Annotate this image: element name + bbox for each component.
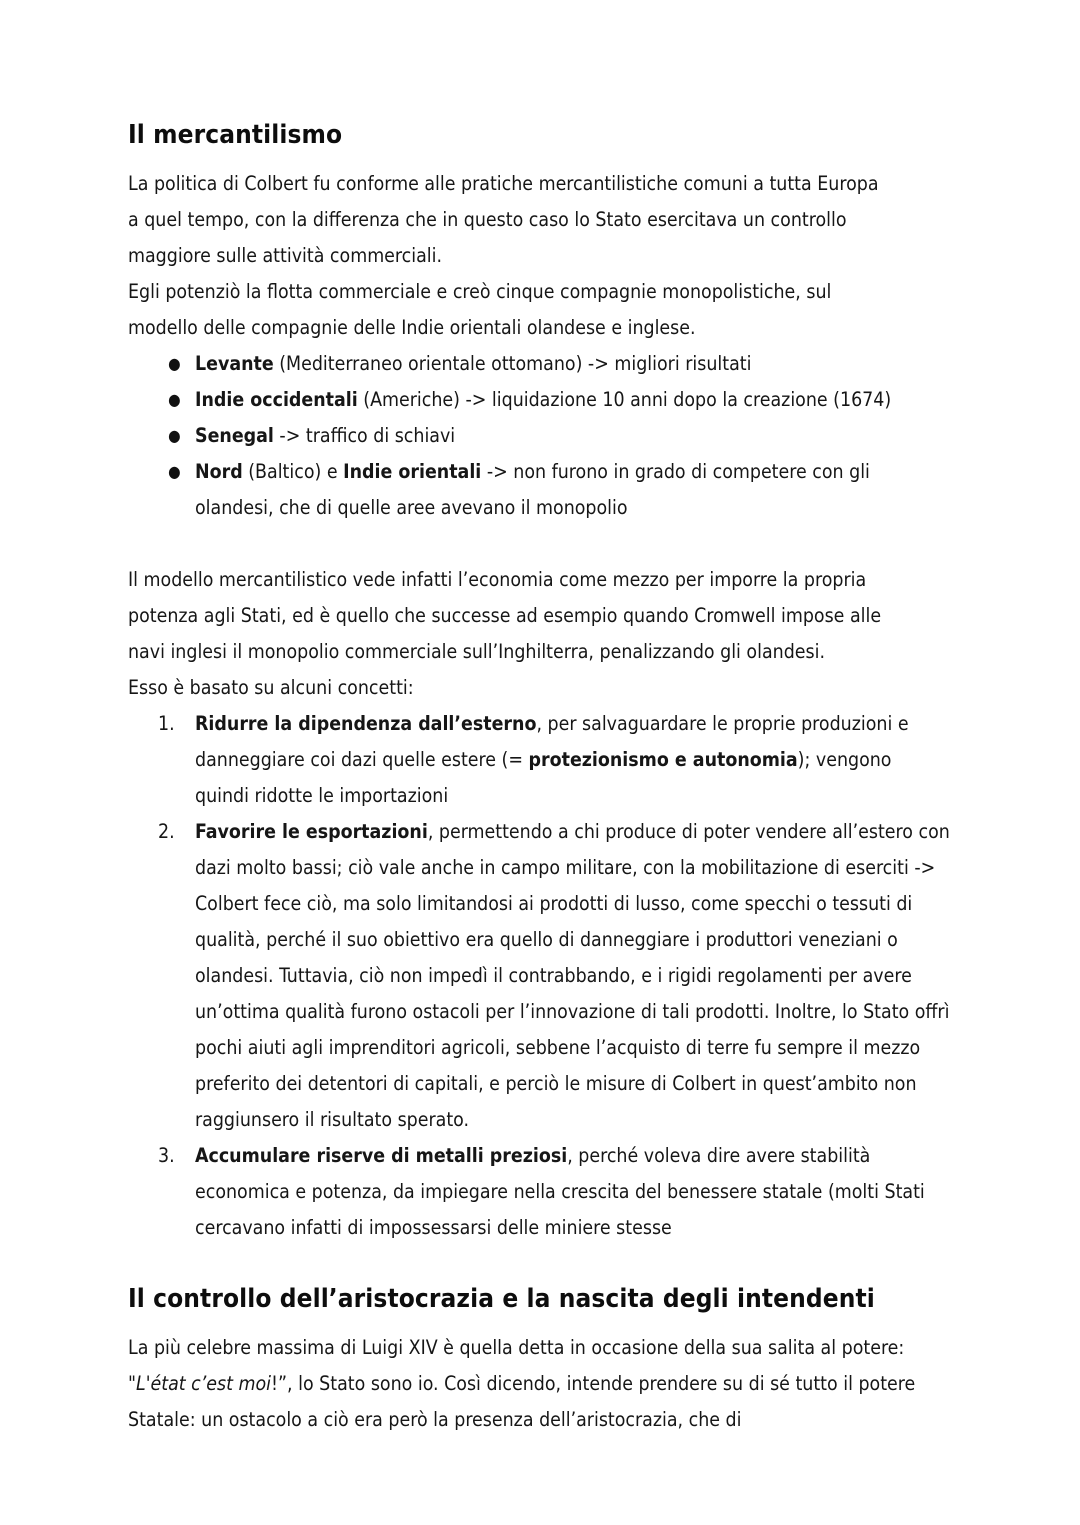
list-item-text [195,352,751,375]
spacer [128,152,950,166]
paragraph-line: La politica di Colbert fu conforme alle pratiche mercantilistiche comuni a tutta Europa [128,172,879,195]
list-item [128,418,950,454]
list-item [128,814,950,1138]
list-item-text [195,1144,925,1239]
section-heading-controllo-aristocrazia: Il controllo dell’aristocrazia e la nascita degli intendenti [128,1284,875,1314]
list-item-bold-lead: Indie occidentali [195,388,358,411]
paragraph-part-2: !”, lo Stato sono io. Così dicendo, intende prendere su di sé tutto il potere Statale: un ostacolo a ciò era però la presenza dell’aristocrazia, che di [128,1372,916,1431]
paragraph-part-1: La più celebre massima di Luigi XIV è quella detta in occasione della sua salita al potere: " [128,1336,905,1395]
paragraph-line: maggiore sulle attività commerciali. [128,244,443,267]
list-number: 3. [158,1144,175,1167]
list-item-text [195,460,870,519]
list-item-text [195,820,950,1131]
paragraph-italic-quote: L'état c’est moi [136,1372,272,1395]
list-item-part-1: , permettendo a chi produce di poter vendere all’estero con dazi molto bassi; ciò vale anche in campo militare, con la mobilitazione di eserciti -> Colbert fece ciò, ma solo limitandosi ai prodotti di lusso, come specchi o tessuti di qualità, perché il suo obiettivo era quello di danneggiare i produttori veneziani o olandesi. Tuttavia, ciò non impedì il contrabbando, e i rigidi regolamenti per avere un’ottima qualità furono ostacoli per l’innovazione di tali prodotti. Inoltre, lo Stato offrì pochi aiuti agli imprenditori agricoli, sebbene l’acquisto di terre fu sempre il mezzo preferito dei detentori di capitali, e perciò le misure di Colbert in quest’ambito non raggiunsero il risultato sperato. [195,820,950,1131]
list-item-bold-lead: Favorire le esportazioni [195,820,428,843]
list-item [128,382,950,418]
list-item [128,346,950,382]
list-number: 2. [158,820,175,843]
list-item [128,454,950,526]
spacer [128,1246,950,1282]
paragraph-line: potenza agli Stati, ed è quello che successe ad esempio quando Cromwell impose alle [128,604,882,627]
companies-bullet-list [128,346,950,526]
paragraph-mercantilist-model [128,562,950,706]
mercantilism-concepts-list [128,706,950,1246]
list-item-rest: (Americhe) -> liquidazione 10 anni dopo la creazione (1674) [357,388,892,411]
list-item-rest: -> non furono in grado di competere con gli olandesi, che di quelle aree avevano il monopolio [195,460,870,519]
list-item-bold-lead: Accumulare riserve di metalli preziosi [195,1144,568,1167]
list-item-bold-lead: Nord [195,460,243,483]
list-item [128,1138,950,1246]
paragraph-line: a quel tempo, con la differenza che in questo caso lo Stato esercitava un controllo [128,208,847,231]
paragraph-line: Esso è basato su alcuni concetti: [128,676,414,699]
paragraph-line: Il modello mercantilistico vede infatti l’economia come mezzo per imporre la propria [128,568,867,591]
paragraph-luigi-xiv [128,1330,950,1438]
section-heading-mercantilismo: Il mercantilismo [128,120,343,150]
list-item-part-1: , per salvaguardare le proprie produzioni e danneggiare coi dazi quelle estere (= [195,712,909,771]
list-item-rest: (Mediterraneo orientale ottomano) -> migliori risultati [273,352,752,375]
paragraph-line: navi inglesi il monopolio commerciale sull’Inghilterra, penalizzando gli olandesi. [128,640,825,663]
list-item-rest: -> traffico di schiavi [273,424,456,447]
list-item-bold-lead: Ridurre la dipendenza dall’esterno [195,712,537,735]
list-item-bold-inline: protezionismo e autonomia [528,748,798,771]
list-item-bold-lead-2: Indie orientali [343,460,482,483]
list-item-bold-lead: Levante [195,352,274,375]
paragraph-colbert-policy [128,166,950,346]
list-item-part-1: , perché voleva dire avere stabilità economica e potenza, da impiegare nella crescita del benessere statale (molti Stati cercavano infatti di impossessarsi delle miniere stesse [195,1144,925,1239]
list-number: 1. [158,712,175,735]
list-item-part-2: ); vengono quindi ridotte le importazioni [195,748,892,807]
bullet-icon: ● [168,426,181,445]
paragraph-line: Egli potenziò la flotta commerciale e creò cinque compagnie monopolistiche, sul [128,280,832,303]
paragraph-line: modello delle compagnie delle Indie orientali olandese e inglese. [128,316,696,339]
list-item-text [195,388,891,411]
spacer [128,1316,950,1330]
list-item-text [195,424,455,447]
list-item-bold-lead: Senegal [195,424,274,447]
list-item [128,706,950,814]
list-item-mid: (Baltico) e [242,460,344,483]
bullet-icon: ● [168,462,181,481]
bullet-icon: ● [168,354,181,373]
list-item-text [195,712,909,807]
bullet-icon: ● [168,390,181,409]
spacer [128,526,950,562]
